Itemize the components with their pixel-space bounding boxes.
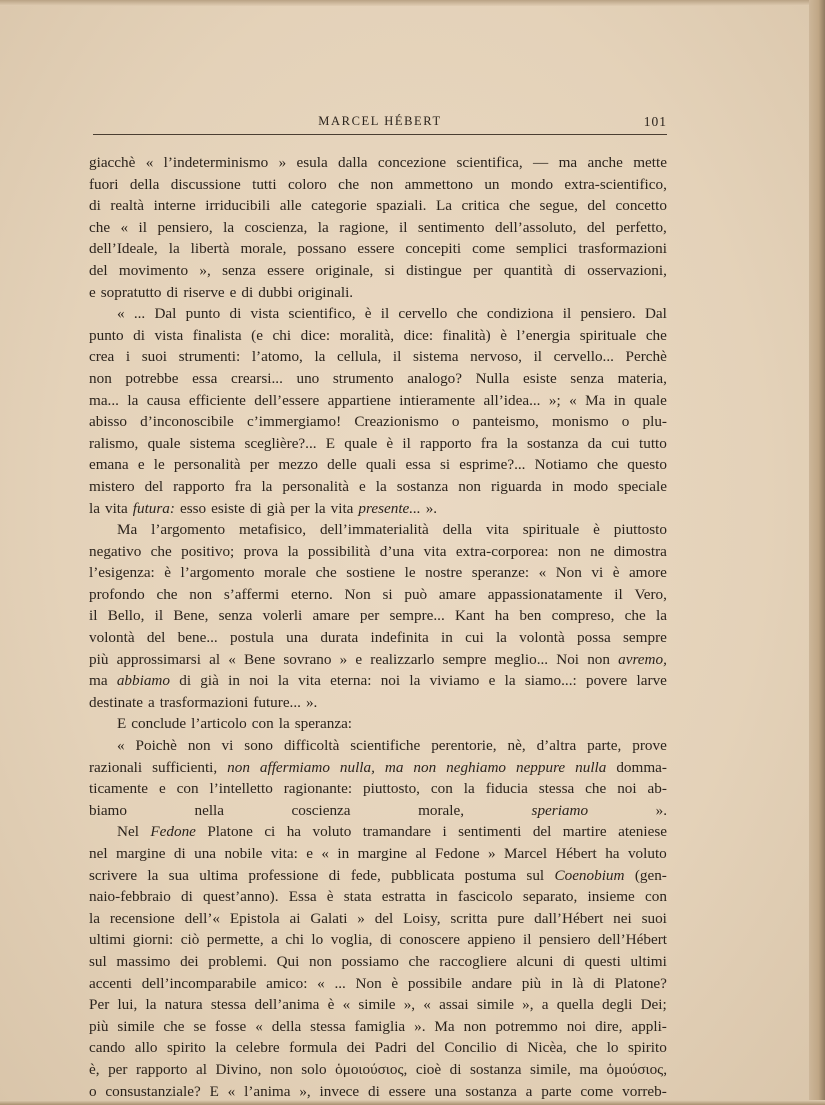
text-line: sul massimo dei problemi. Qui non possiamo che raccogliere alcuni di questi ultimi <box>89 952 667 970</box>
text-line: cando allo spirito la celebre formula dei Padri del Concilio di Nicèa, che lo spirito <box>89 1039 667 1057</box>
text-line: e sopratutto di riserve e di dubbi originali. <box>89 283 354 301</box>
text-line: biamo nella coscienza morale, speriamo ». <box>89 801 667 819</box>
text-line: l’esigenza: è l’argomento morale che sostiene le nostre speranze: « Non vi è amore <box>89 564 667 582</box>
text-line: negativo che positivo; prova la possibilità d’una vita extra-corporea: non ne dimostra <box>89 542 667 560</box>
text-line: la vita futura: esso esiste di già per la vita presente... ». <box>89 499 438 517</box>
text-line: Ma l’argomento metafisico, dell’immaterialità della vita spirituale è piuttosto <box>117 521 667 539</box>
text-line: E conclude l’articolo con la speranza: <box>117 715 353 733</box>
text-line: nel margine di una nobile vita: e « in margine al Fedone » Marcel Hébert ha voluto <box>89 845 667 862</box>
text-line: ma... la causa efficiente dell’essere appartiene intieramente all’idea... »; « Ma in quale <box>89 391 667 409</box>
text-line: scrivere la sua ultima professione di fede, pubblicata postuma sul Coenobium (gen- <box>89 866 667 884</box>
text-line: il Bello, il Bene, senza volerli amare per sempre... Kant ha ben compreso, che la <box>89 607 667 625</box>
text-line: « Poichè non vi sono difficoltà scientifiche perentorie, nè, d’altra parte, prove <box>117 737 667 755</box>
body-text <box>89 152 667 1102</box>
text-line: punto di vista finalista (e chi dice: moralità, dice: finalità) è l’energia spirituale che <box>89 326 667 344</box>
text-line: giacchè « l’indeterminismo » esula dalla concezione scientifica, — ma anche mette <box>89 154 667 171</box>
text-line: dell’Ideale, la libertà morale, possano essere concepiti come semplici trasformazioni <box>89 240 667 258</box>
text-line: del movimento », senza essere originale, si distingue per quantità di osservazioni, <box>89 261 667 279</box>
text-line: più simile che se fosse « della stessa famiglia ». Ma non potremmo noi dire, appli- <box>89 1017 667 1035</box>
text-line: che « il pensiero, la coscienza, la ragione, il sentimento dell’assoluto, del perfetto, <box>89 218 667 236</box>
text-line: Per lui, la natura stessa dell’anima è « simile », « assai simile », a quella degli Dei; <box>89 996 667 1014</box>
header-rule <box>93 134 667 135</box>
text-line: Nel Fedone Platone ci ha voluto tramandare i sentimenti del martire ateniese <box>117 823 667 841</box>
text-line: la recensione dell’« Epistola ai Galati » del Loisy, scritta pure dall’Hébert nei suoi <box>89 909 667 927</box>
text-line: accenti dell’incomparabile amico: « ... Non è possibile andare più in là di Platone? <box>89 974 667 992</box>
page-right-edge <box>809 0 825 1105</box>
text-line: crea i suoi strumenti: l’atomo, la cellula, il sistema nervoso, il cervello... Perchè <box>89 348 667 366</box>
text-line: fuori della discussione tutti coloro che non ammettono un mondo extra-scientifico, <box>89 175 667 193</box>
text-line: razionali sufficienti, non affermiamo nulla, ma non neghiamo neppure nulla domma- <box>89 758 667 776</box>
text-line: ticamente e con l’intelletto ragionante: piuttosto, con la fiducia stessa che noi ab- <box>89 780 667 798</box>
text-line: « ... Dal punto di vista scientifico, è il cervello che condiziona il pensiero. Dal <box>117 305 667 323</box>
page-top-edge <box>0 0 825 6</box>
text-line: di realtà interne irriducibili alle categorie spaziali. La critica che segue, del concetto <box>89 197 667 215</box>
text-line: abisso d’inconoscibile c’immergiamo! Creazionismo o panteismo, monismo o plu- <box>89 413 667 431</box>
text-line: ultimi giorni: ciò permette, a chi lo voglia, di conoscere appieno il pensiero dell’Hébert <box>89 931 667 949</box>
text-line: destinate a trasformazioni future... ». <box>89 693 318 711</box>
text-line: naio-febbraio di quest’anno). Essa è stata estratta in fascicolo separato, insieme con <box>89 888 667 906</box>
text-line: è, per rapporto al Divino, non solo ὁμοιούσιος, cioè di sostanza simile, ma ὁμούσιος, <box>89 1060 667 1078</box>
text-line: volontà del bene... postula una durata indefinita in cui la volontà possa sempre <box>89 629 667 647</box>
text-line: emana e le personalità per mezzo delle quali essa si esprime?... Notiamo che questo <box>89 456 667 474</box>
text-line: ralismo, quale sistema sceglière?... E quale è il rapporto fra la sostanza da cui tutto <box>89 434 667 452</box>
page-number: 101 <box>643 114 667 129</box>
text-line: mistero del rapporto fra la personalità e la sostanza non riguarda in modo speciale <box>89 477 667 495</box>
text-line: ma abbiamo di già in noi la vita eterna: noi la viviamo e la siamo...: povere larve <box>89 672 667 690</box>
text-line: o consustanziale? E « l’anima », invece di essere una sostanza a parte come vorreb- <box>89 1082 667 1100</box>
running-header <box>93 114 667 134</box>
running-head-author: MARCEL HÉBERT <box>318 114 442 128</box>
text-line: più approssimarsi al « Bene sovrano » e realizzarlo sempre meglio... Noi non avremo, <box>89 650 667 668</box>
text-line: non potrebbe essa crearsi... uno strumento analogo? Nulla esiste senza materia, <box>89 369 667 387</box>
text-line: profondo che non s’affermi eterno. Non si può amare appassionatamente il Vero, <box>89 585 667 603</box>
